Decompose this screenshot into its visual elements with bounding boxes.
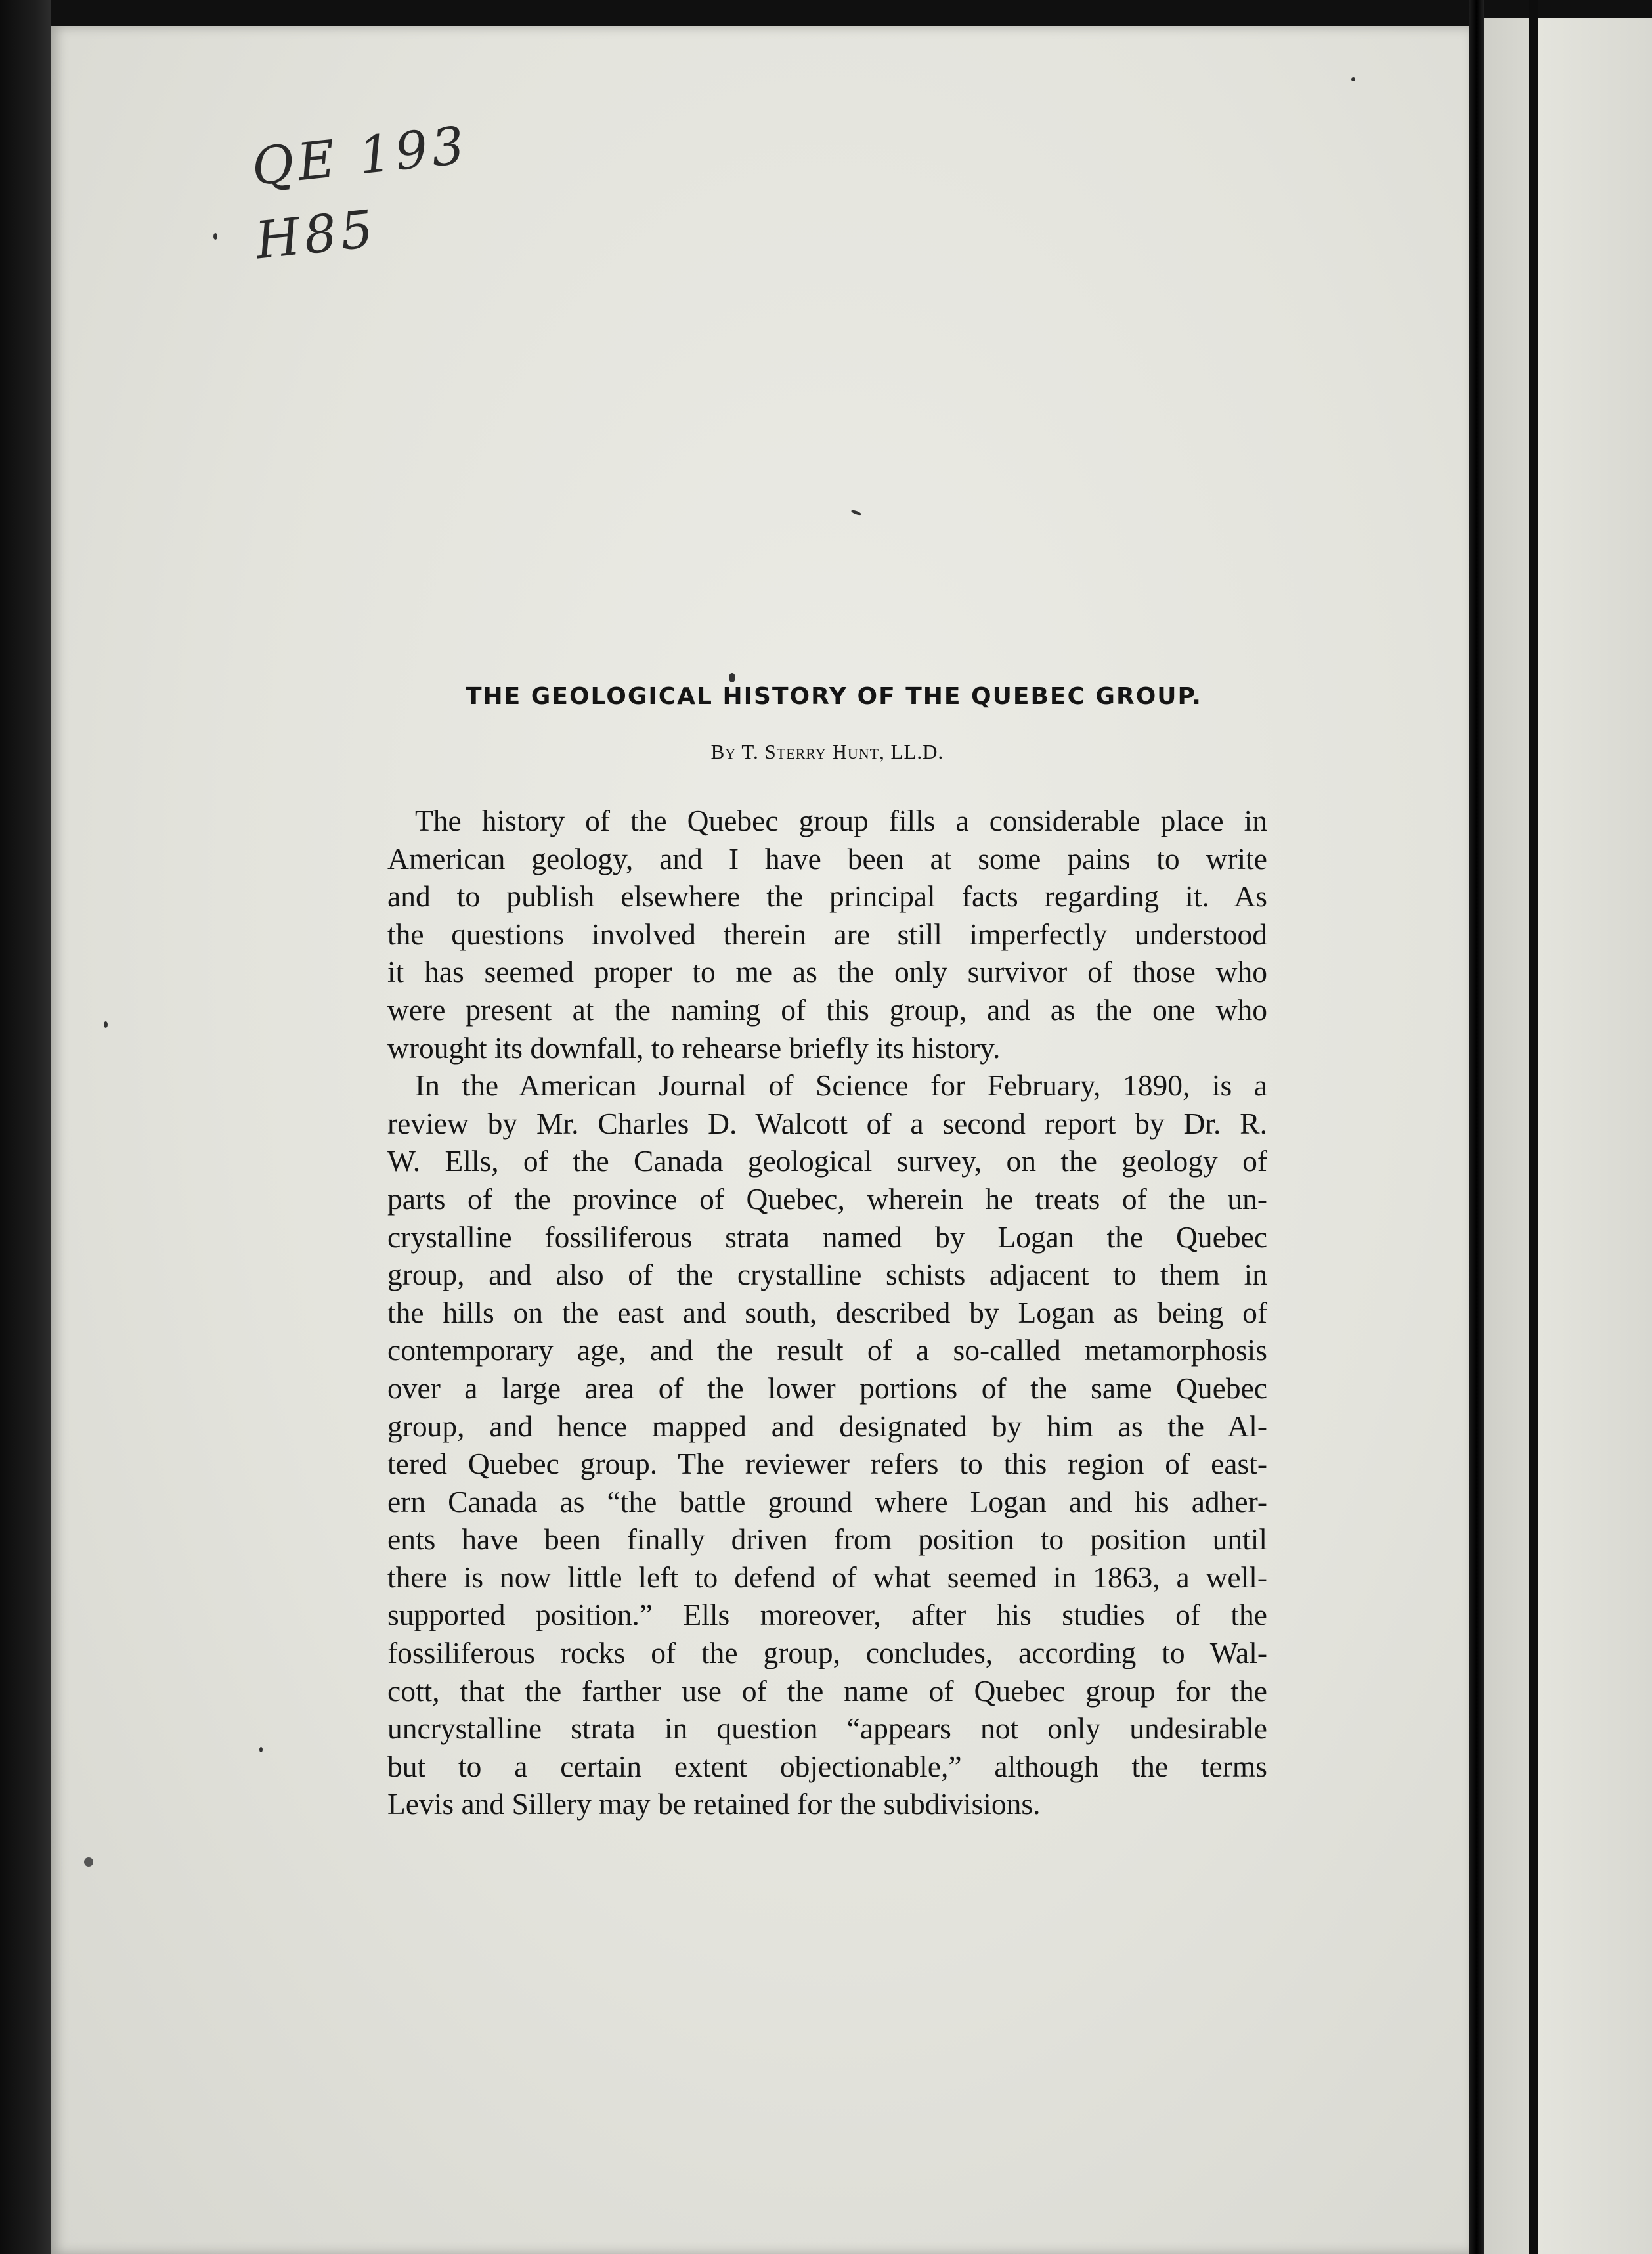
text-line: tered Quebec group. The reviewer refers to this region of east- [387, 1447, 1267, 1481]
text-line: and to publish elsewhere the principal facts regarding it. As [387, 879, 1267, 914]
handwritten-call-number [248, 108, 479, 277]
dust-speck [259, 1747, 263, 1752]
dust-speck [1351, 77, 1355, 81]
paragraph [387, 1067, 1267, 1823]
text-line: The history of the Quebec group fills a considerable place in [415, 804, 1267, 837]
text-line: over a large area of the lower portions of the same Quebec [387, 1371, 1267, 1405]
article-byline: By T. Sterry Hunt, LL.D. [710, 740, 944, 763]
text-line: parts of the province of Quebec, wherein he treats of the un- [387, 1182, 1267, 1216]
text-line: wrought its downfall, to rehearse briefly its history. [387, 1030, 1001, 1065]
text-line: crystalline fossiliferous strata named by Logan the Quebec [387, 1220, 1267, 1254]
adjacent-page-surface [1538, 18, 1652, 2254]
text-line: W. Ells, of the Canada geological survey, on the geology of [387, 1144, 1267, 1178]
text-line: fossiliferous rocks of the group, concludes, according to Wal- [387, 1636, 1267, 1670]
text-line: the hills on the east and south, described by Logan as being of [387, 1295, 1267, 1329]
dust-speck [213, 233, 217, 240]
article-title: THE GEOLOGICAL HISTORY OF THE QUEBEC GROUP. [466, 683, 1202, 710]
scanner-left-edge [0, 0, 51, 2254]
text-line: Levis and Sillery may be retained for the subdivisions. [387, 1787, 1041, 1821]
dust-speck [84, 1857, 93, 1867]
text-line: were present at the naming of this group, and as the one who [387, 992, 1267, 1027]
call-number-line: QE 193 [249, 116, 471, 198]
paragraph [387, 802, 1267, 1067]
text-line: group, and hence mapped and designated by him as the Al- [387, 1409, 1267, 1443]
text-line: but to a certain extent objectionable,” although the terms [387, 1749, 1267, 1783]
text-line: cott, that the farther use of the name of Quebec group for the [387, 1673, 1267, 1708]
text-line: review by Mr. Charles D. Walcott of a second report by Dr. R. [387, 1106, 1267, 1140]
text-line: group, and also of the crystalline schists adjacent to them in [387, 1258, 1267, 1292]
text-line: ents have been finally driven from position to position until [387, 1522, 1267, 1557]
text-line: ern Canada as “the battle ground where Logan and his adher- [387, 1484, 1267, 1518]
dust-speck [729, 673, 735, 682]
dust-speck [104, 1021, 108, 1028]
text-line: uncrystalline strata in question “appears not only undesirable [387, 1712, 1267, 1746]
text-line: it has seemed proper to me as the only survivor of those who [387, 955, 1267, 989]
text-line: the questions involved therein are still imperfectly understood [387, 917, 1267, 951]
article [387, 683, 1267, 1823]
text-line: American geology, and I have been at some pains to write [387, 841, 1267, 875]
call-number-line: H85 [252, 199, 380, 271]
text-line: contemporary age, and the result of a so-called metamorphosis [387, 1333, 1267, 1367]
page-fold-shadow [1469, 0, 1484, 2254]
adjacent-page-edge [1529, 0, 1538, 2254]
text-line: In the American Journal of Science for February, 1890, is a [415, 1069, 1267, 1103]
text-line: there is now little left to defend of what seemed in 1863, a well- [387, 1560, 1267, 1594]
text-line: supported position.” Ells moreover, after his studies of the [387, 1598, 1267, 1632]
